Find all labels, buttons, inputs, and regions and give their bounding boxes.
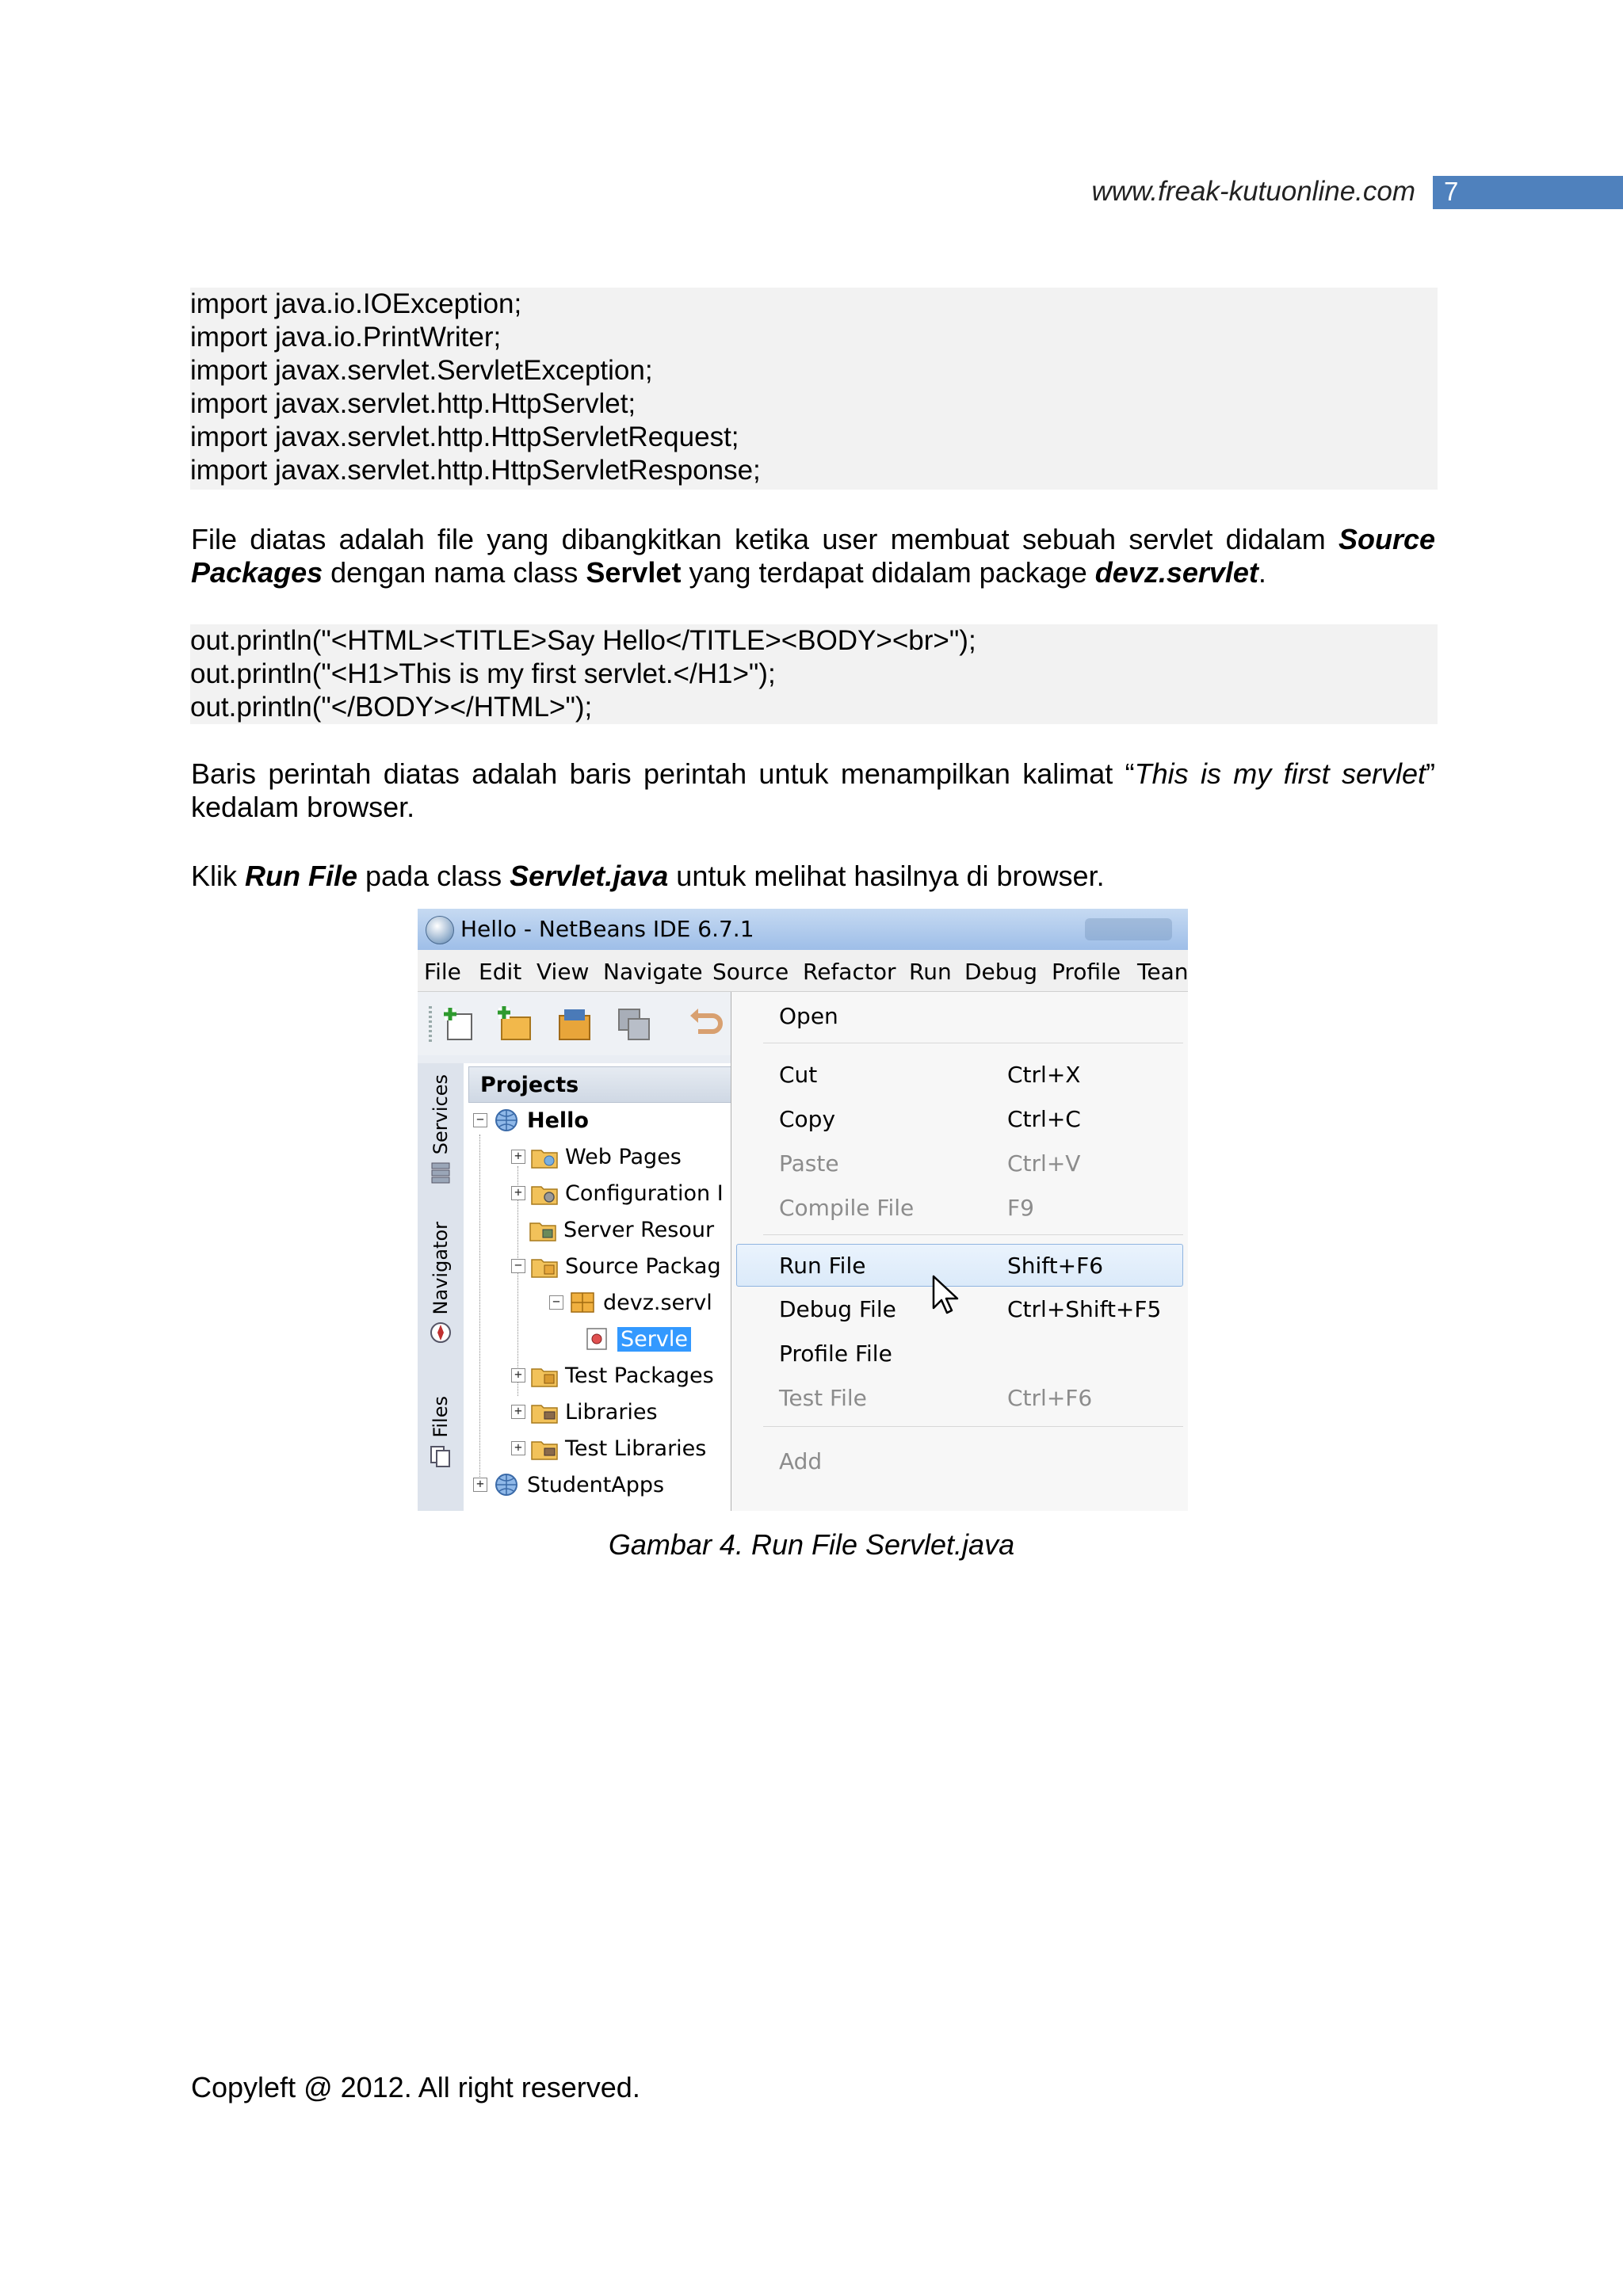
context-menu	[731, 992, 1188, 1511]
tree-guide-line	[479, 1135, 480, 1491]
tab-navigator-label: Navigator	[430, 1222, 452, 1315]
emphasis-servlet-java: Servlet.java	[510, 860, 669, 892]
new-project-icon[interactable]	[497, 1006, 533, 1043]
text-span: .	[1258, 556, 1266, 589]
menu-item-label: Debug File	[779, 1296, 896, 1322]
menu-item-run-file[interactable]	[736, 1244, 1183, 1287]
tree-node-package[interactable]	[549, 1287, 712, 1318]
code-block-println	[190, 624, 1438, 724]
emphasis-package-name: devz.servlet	[1094, 556, 1258, 589]
code-line: import javax.servlet.ServletException;	[190, 355, 653, 386]
paragraph-run-instruction	[191, 860, 1435, 893]
folder-web-icon	[530, 1144, 559, 1169]
expand-toggle[interactable]: +	[511, 1405, 525, 1419]
collapse-toggle[interactable]: −	[549, 1295, 563, 1310]
emphasis-servlet: Servlet	[586, 556, 682, 589]
tree-node-configuration[interactable]	[511, 1177, 724, 1209]
tree-node-libraries[interactable]	[511, 1396, 658, 1428]
text-span: Klik	[191, 860, 246, 892]
toolbar-grip[interactable]	[429, 1006, 432, 1044]
shortcut-label: Ctrl+F6	[1007, 1385, 1093, 1411]
tree-node-hello[interactable]	[473, 1104, 589, 1136]
tree-label: Source Packag	[565, 1253, 721, 1279]
menu-item-label: Open	[779, 1003, 838, 1029]
footer-copyright: Copyleft @ 2012. All right reserved.	[191, 2071, 640, 2103]
menu-item-label: Test File	[779, 1385, 867, 1411]
expand-toggle[interactable]: +	[511, 1186, 525, 1200]
code-line: import javax.servlet.http.HttpServletResponse;	[190, 455, 761, 486]
folder-test-icon	[530, 1363, 559, 1388]
open-project-icon[interactable]	[556, 1006, 593, 1043]
menu-debug[interactable]: Debug	[964, 959, 1038, 985]
text-span: dengan nama class	[323, 556, 586, 589]
undo-icon[interactable]	[687, 1006, 724, 1043]
emphasis-source-packages: Source Packages	[191, 523, 1435, 589]
menu-file[interactable]: File	[424, 959, 461, 985]
menu-navigate[interactable]: Navigate	[603, 959, 703, 985]
services-icon	[429, 1161, 453, 1184]
text-span: pada class	[357, 860, 510, 892]
projects-panel	[464, 1063, 731, 1511]
site-url[interactable]: www.freak-kutuonline.com	[1091, 176, 1415, 207]
menu-item-label: Cut	[779, 1062, 818, 1088]
menu-item-label: Profile File	[779, 1341, 892, 1367]
menu-item-compile-file[interactable]	[731, 1187, 1188, 1228]
tree-label: Test Libraries	[565, 1436, 707, 1461]
text-span: File diatas adalah file yang dibangkitkan ketika user membuat sebuah servlet didalam	[191, 523, 1338, 555]
code-line: out.println("<HTML><TITLE>Say Hello</TITLE><BODY><br>");	[190, 625, 976, 656]
menu-item-copy[interactable]	[731, 1098, 1188, 1139]
netbeans-screenshot	[418, 909, 1188, 1511]
menu-item-label: Run File	[779, 1253, 866, 1279]
text-span: Baris perintah diatas adalah baris perintah untuk menampilkan kalimat “	[191, 757, 1135, 790]
code-block-imports	[190, 288, 1438, 490]
menu-item-label: Paste	[779, 1150, 839, 1177]
tree-node-test-libraries[interactable]	[511, 1432, 706, 1464]
page-number: 7	[1444, 177, 1459, 206]
mouse-pointer-icon	[931, 1274, 960, 1317]
expand-toggle[interactable]: +	[511, 1150, 525, 1164]
code-line: out.println("<H1>This is my first servlet.</H1>");	[190, 658, 776, 689]
tree-node-server-resources[interactable]	[529, 1214, 714, 1245]
expand-toggle[interactable]: +	[511, 1368, 525, 1383]
emphasis-quote: This is my first servlet	[1134, 757, 1426, 790]
package-icon	[568, 1290, 597, 1315]
paragraph-servlet-description	[191, 523, 1435, 589]
menu-bar	[418, 950, 1188, 992]
menu-separator	[763, 1234, 1183, 1235]
figure-caption: Gambar 4. Run File Servlet.java	[608, 1528, 1015, 1561]
shortcut-label: Ctrl+Shift+F5	[1007, 1296, 1162, 1322]
menu-item-test-file[interactable]	[731, 1377, 1188, 1418]
menu-item-paste[interactable]	[731, 1142, 1188, 1184]
tab-navigator[interactable]	[422, 1222, 459, 1344]
save-all-icon[interactable]	[616, 1006, 652, 1043]
netbeans-logo-icon	[426, 916, 454, 944]
projects-panel-header[interactable]	[468, 1066, 731, 1103]
menu-item-debug-file[interactable]	[731, 1288, 1188, 1329]
expand-toggle[interactable]: +	[473, 1478, 487, 1492]
code-line: import javax.servlet.http.HttpServlet;	[190, 388, 636, 419]
page-number-tab	[1433, 176, 1623, 209]
menu-run[interactable]: Run	[909, 959, 952, 985]
menu-item-label: Compile File	[779, 1195, 915, 1221]
tab-files[interactable]	[422, 1396, 459, 1468]
shortcut-label: Shift+F6	[1007, 1253, 1104, 1279]
tree-label: Configuration I	[565, 1180, 724, 1206]
folder-source-icon	[530, 1253, 559, 1279]
folder-libraries-icon	[530, 1399, 559, 1425]
text-span: yang terdapat didalam package	[681, 556, 1095, 589]
tree-node-student-apps[interactable]	[473, 1469, 664, 1501]
projects-panel-title: Projects	[480, 1073, 579, 1097]
folder-test-libraries-icon	[530, 1436, 559, 1461]
folder-config-icon	[530, 1180, 559, 1206]
tree-label: Web Pages	[565, 1144, 682, 1169]
tree-node-servlet[interactable]	[582, 1323, 691, 1355]
tab-services-label: Services	[430, 1074, 452, 1155]
menu-separator	[763, 1426, 1183, 1427]
files-icon	[429, 1444, 453, 1468]
tree-label: devz.servl	[603, 1290, 712, 1315]
folder-server-icon	[529, 1217, 557, 1242]
tree-label-selected: Servle	[617, 1327, 691, 1352]
window-controls[interactable]	[1085, 918, 1172, 940]
globe-project-icon	[492, 1472, 521, 1497]
tree-label: Test Packages	[565, 1363, 714, 1388]
code-line: import javax.servlet.http.HttpServletRequest;	[190, 421, 739, 452]
java-file-icon	[582, 1326, 611, 1352]
code-line: out.println("</BODY></HTML>");	[190, 692, 593, 723]
window-title: Hello - NetBeans IDE 6.7.1	[460, 916, 754, 942]
shortcut-label: Ctrl+X	[1007, 1062, 1081, 1088]
tree-label: Hello	[527, 1108, 589, 1133]
menu-item-cut[interactable]	[731, 1054, 1188, 1095]
text-span: untuk melihat hasilnya di browser.	[668, 860, 1105, 892]
menu-edit[interactable]: Edit	[479, 959, 522, 985]
toolbar	[418, 992, 731, 1055]
menu-refactor[interactable]: Refactor	[803, 959, 896, 985]
menu-item-add[interactable]	[731, 1440, 1188, 1482]
tree-label: StudentApps	[527, 1472, 665, 1497]
menu-source[interactable]: Source	[712, 959, 789, 985]
menu-profile[interactable]: Profile	[1052, 959, 1121, 985]
side-tab-strip	[418, 1063, 464, 1511]
menu-item-open[interactable]	[731, 995, 1188, 1036]
tree-node-source-packages[interactable]	[511, 1250, 721, 1282]
tab-services[interactable]	[422, 1074, 459, 1184]
window-titlebar	[418, 909, 1188, 950]
menu-view[interactable]: View	[537, 959, 590, 985]
compass-icon	[429, 1321, 453, 1344]
shortcut-label: Ctrl+V	[1007, 1150, 1081, 1177]
shortcut-label: F9	[1007, 1195, 1034, 1221]
shortcut-label: Ctrl+C	[1007, 1106, 1081, 1132]
globe-project-icon	[492, 1108, 521, 1133]
menu-item-profile-file[interactable]	[731, 1333, 1188, 1374]
code-line: import java.io.IOException;	[190, 288, 522, 319]
menu-team[interactable]: Tean	[1137, 959, 1188, 985]
collapse-toggle[interactable]: −	[511, 1259, 525, 1273]
tab-files-label: Files	[430, 1396, 452, 1438]
collapse-toggle[interactable]: −	[473, 1113, 487, 1127]
text-span: ” kedalam browser.	[191, 757, 1435, 823]
tree-node-web-pages[interactable]	[511, 1141, 682, 1173]
expand-toggle[interactable]: +	[511, 1441, 525, 1455]
code-line: import java.io.PrintWriter;	[190, 322, 502, 353]
tree-label: Libraries	[565, 1399, 658, 1425]
menu-item-label: Copy	[779, 1106, 836, 1132]
paragraph-println-description	[191, 757, 1435, 824]
new-file-icon[interactable]	[441, 1006, 478, 1043]
menu-item-label: Add	[779, 1448, 823, 1474]
tree-node-test-packages[interactable]	[511, 1360, 714, 1391]
tree-label: Server Resour	[563, 1217, 715, 1242]
emphasis-run-file: Run File	[245, 860, 358, 892]
